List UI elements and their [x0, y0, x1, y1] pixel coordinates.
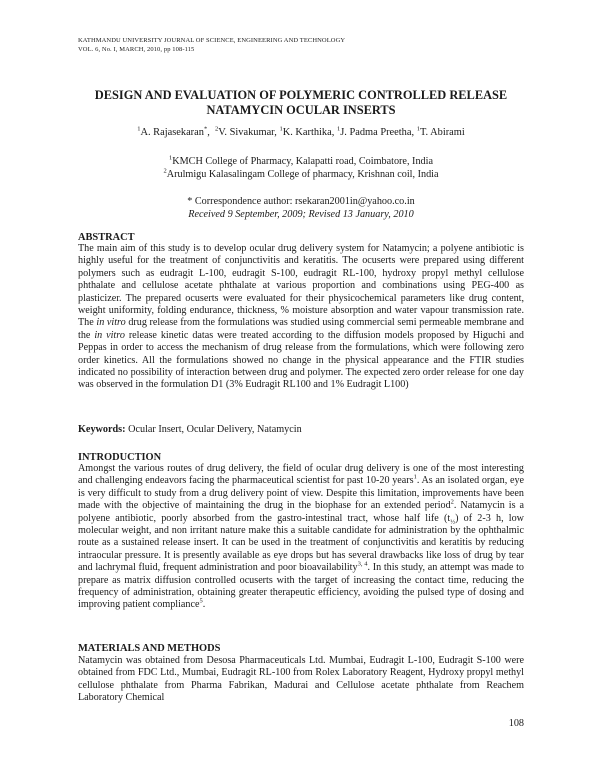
author-name: J. Padma Preetha	[340, 127, 412, 138]
citation-sup: 5	[199, 598, 203, 606]
intro-run: Amongst the various routes of drug delivery, the field of ocular drug delivery is one of the most interesting and challenging endeavors facing the pharmaceutical scientist for past 10-20 years	[78, 463, 524, 487]
keywords-text: Ocular Insert, Ocular Delivery, Natamycin	[125, 424, 302, 435]
abstract-italic: in vitro	[94, 329, 125, 341]
introduction-heading: INTRODUCTION	[78, 452, 162, 463]
affiliation-1	[78, 155, 524, 168]
abstract-heading: ABSTRACT	[78, 232, 135, 243]
citation-sup: 1	[413, 474, 417, 482]
author-affil-sup: 1	[279, 125, 283, 133]
title-line-2: NATAMYCIN OCULAR INSERTS	[206, 103, 396, 117]
intro-run: .	[202, 599, 206, 611]
paper-title	[78, 88, 524, 118]
author-affil-sup: 1	[416, 125, 420, 133]
intro-run: ) of 2-3 h, low molecular weight, and non irritant nature make this a suitable candidate for administration by the ophthalmic route as a sustained release insert. It can be used in the treatment of conjunctivitis and keratitis by reducing intraocular pressure. It is presently available as eye drops but has several drawbacks like loss of drug by tear and lachrymal fluid, frequent administration and poor bioavailability	[78, 512, 524, 574]
author-list: $^1$A. Rajasekaran*, $^2$V. Sivakumar, $^1$K. Karthika, $^1$J. Padma Preetha, $^1$T. Abirami	[137, 125, 465, 138]
keywords	[78, 424, 524, 436]
journal-header	[78, 36, 518, 54]
materials-heading: MATERIALS AND METHODS	[78, 643, 221, 654]
correspondence-block	[78, 195, 524, 221]
volume-info: VOL. 6, No. I, MARCH, 2010, pp 108-115	[78, 46, 195, 53]
title-line-1: DESIGN AND EVALUATION OF POLYMERIC CONTROLLED RELEASE	[94, 88, 508, 102]
introduction-text	[78, 463, 524, 612]
abstract-italic: in vitro	[96, 317, 126, 329]
author-name: T. Abirami	[419, 127, 465, 138]
affil-sup: 1	[168, 154, 173, 162]
affil-sup: 2	[163, 167, 167, 175]
abstract-run: The main aim of this study is to develop ocular drug delivery system for Natamycin; a polyene antibiotic is highly useful for the treatment of conjunctivitis and keratitis. The ocuserts were prepared using different polymers such as eudragit L-100, eudragit S-100, eudragit RL-100, hydroxy propyl methyl cellulose phthalate and cellulose acetate phthalate at various proportion and combinations using PEG-400 as plasticizer. The prepared ocuserts were evaluated for their physicochemical parameters like drug content, weight uniformity, folding endurance, thickness, % moisture absorption and water vapour transmission rate. The	[78, 243, 524, 329]
intro-run: . Natamycin is a polyene antibiotic, poorly absorbed from the gastro-intestinal tract, whose half life (t	[78, 500, 524, 524]
intro-run: . As an isolated organ, eye is very difficult to study from a drug delivery point of view. Despite this limitation, improvements have been made with the objective of maintaining the drug in the biophase for an extended period	[78, 475, 524, 512]
intro-run: . In this study, an attempt was made to prepare as matrix diffusion controlled ocuserts with the target of increasing the contact time, reducing the frequency of administration, obtaining greater therapeutic efficiency, avoiding the pulsed type of dosing and improving patient compliance	[78, 562, 524, 611]
citation-sup: 2	[450, 498, 454, 506]
journal-name: KATHMANDU UNIVERSITY JOURNAL OF SCIENCE, ENGINEERING AND TECHNOLOGY	[78, 37, 346, 44]
correspondence-email: * Correspondence author: rsekaran2001in@yahoo.co.in	[187, 196, 415, 207]
corresponding-mark: *	[203, 125, 208, 133]
abstract-run: drug release from the formulations was studied using commercial semi permeable membrane and the	[78, 317, 524, 341]
author-name: A. Rajasekaran	[140, 127, 204, 138]
author-affil-sup: 2	[215, 125, 219, 133]
page-number: 108	[508, 718, 524, 729]
abstract-text	[78, 243, 524, 392]
author-affil-sup: 1	[137, 125, 141, 133]
author-affil-sup: 1	[336, 125, 341, 133]
half-life-sub: ½	[450, 518, 456, 526]
affiliations	[78, 155, 524, 181]
author-name: K. Karthika	[282, 127, 332, 138]
affil-text: KMCH College of Pharmacy, Kalapatti road, Coimbatore, India	[172, 156, 433, 167]
citation-sup: 3, 4	[357, 560, 368, 568]
author-name: V. Sivakumar	[218, 127, 275, 138]
received-dates: Received 9 September, 2009; Revised 13 January, 2010	[188, 209, 414, 220]
materials-text: Natamycin was obtained from Desosa Pharmaceuticals Ltd. Mumbai, Eudragit L-100, Eudragit S-100 were obtained from FDC Ltd., Mumbai, Eudragit RL-100 from Rolex Laboratory Reagent, Hydroxy propyl methyl cellulose phthalate from Pharma Fabrikan, Madurai and Cellulose acetate phthalate from Reachem Laboratory Chemical	[78, 655, 524, 704]
keywords-label: Keywords:	[78, 424, 126, 435]
affiliation-2	[78, 168, 524, 181]
abstract-run: release kinetic datas were treated according to the diffusion models proposed by Higuchi and Peppas in order to access the mechanism of drug release from the formulations, which were following zero order kinetics. All the formulations showed no change in the physical appearance and the FTIR studies indicated no possibility of interaction between drug and polymer. The expected zero order release for one day was observed in the formulation D1 (3% Eudragit RL100 and 1% Eudragit L100)	[78, 329, 524, 391]
affil-text: Arulmigu Kalasalingam College of pharmacy, Krishnan coil, India	[166, 169, 439, 180]
